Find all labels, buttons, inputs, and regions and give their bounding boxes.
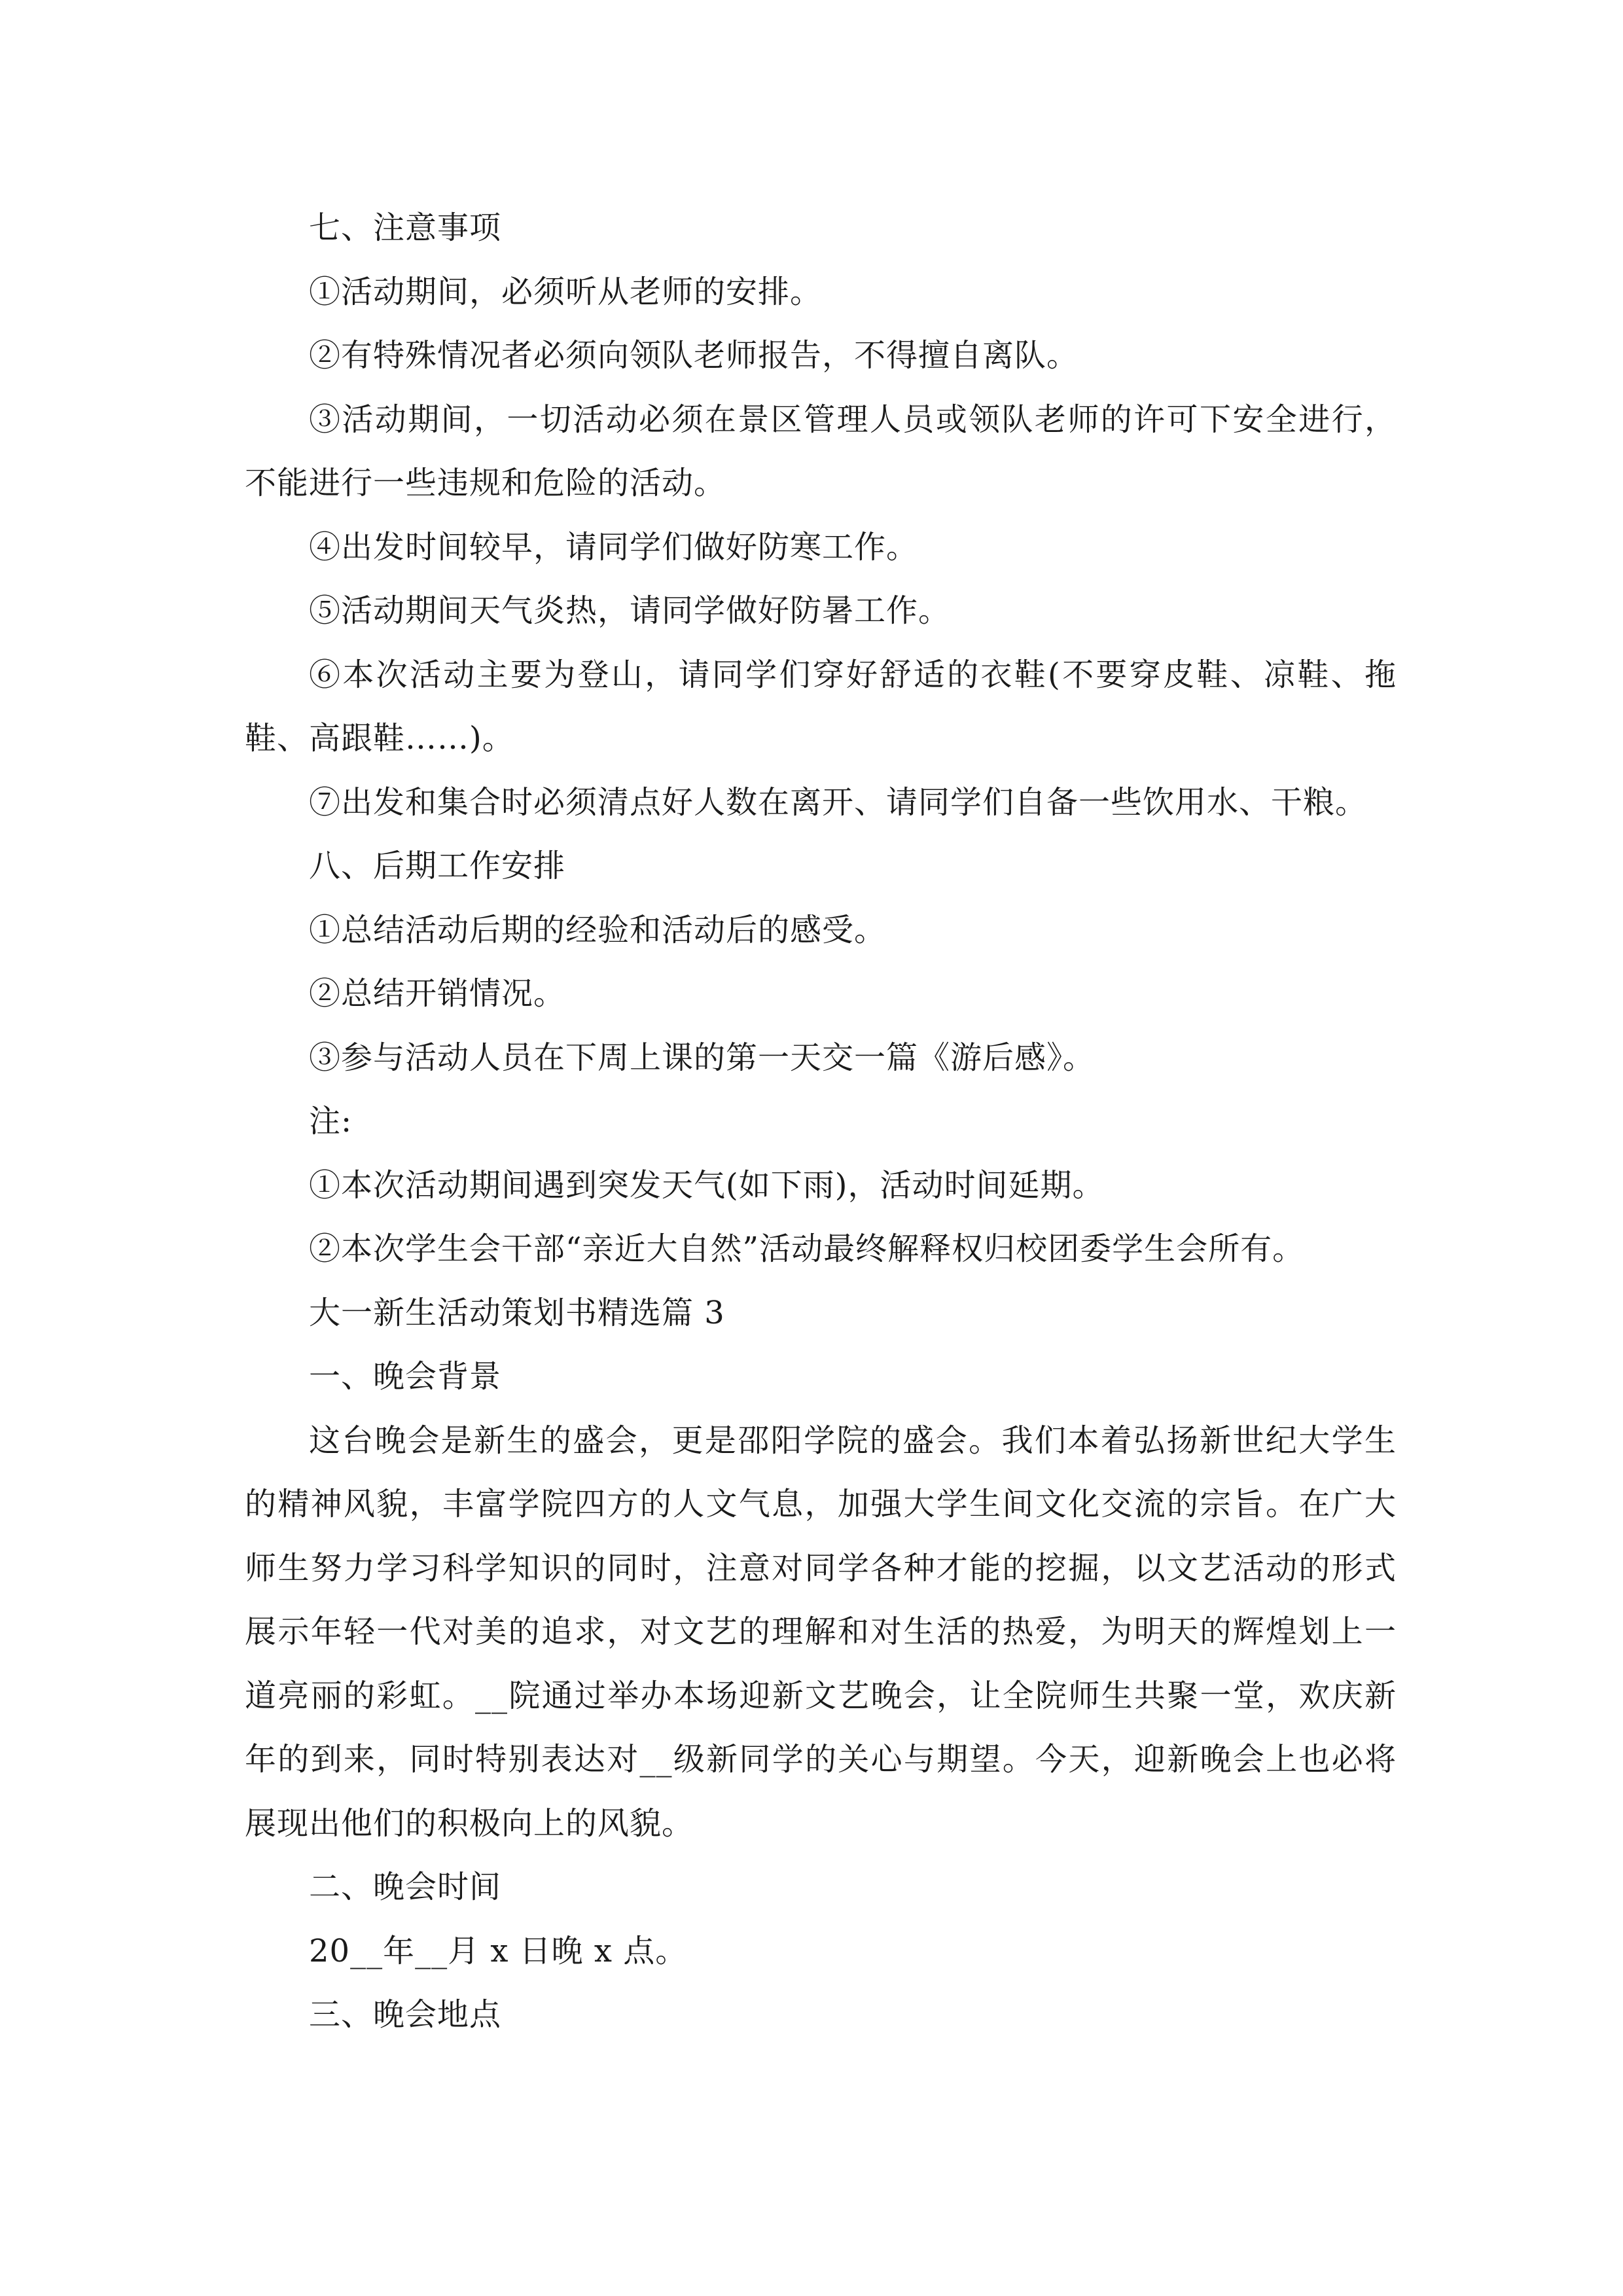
followup-item-2: ②总结开销情况。 [309, 975, 566, 1012]
section-heading-time: 二、晚会时间 [309, 1869, 502, 1905]
note-item-4: ④出发时间较早，请同学们做好防寒工作。 [309, 528, 919, 565]
time-paragraph: 20__年__月 x 日晚 x 点。 [309, 1932, 688, 1969]
note-item-7: ⑦出发和集合时必须清点好人数在离开、请同学们自备一些饮用水、干粮。 [309, 783, 1368, 821]
note-item-1: ①活动期间，必须听从老师的安排。 [309, 273, 823, 310]
article-title: 大一新生活动策划书精选篇 3 [309, 1294, 725, 1331]
background-paragraph: 这台晚会是新生的盛会，更是邵阳学院的盛会。我们本着弘扬新世纪大学生的精神风貌，丰富学院四方的人文气息，加强大学生间文化交流的宗旨。在广大师生努力学习科学知识的同时，注意对同学各种才能的挖掘，以文艺活动的形式展示年轻一代对美的追求，对文艺的理解和对生活的热爱，为明天的辉煌划上一道亮丽的彩虹。__院通过举办本场迎新文艺晚会，让全院师生共聚一堂，欢庆新年的到来，同时特别表达对__级新同学的关心与期望。今天，迎新晚会上也必将展现出他们的积极向上的风貌。 [245, 1422, 1397, 1842]
followup-item-1: ①总结活动后期的经验和活动后的感受。 [309, 911, 887, 948]
section-heading-background: 一、晚会背景 [309, 1358, 502, 1395]
remark-item-1: ①本次活动期间遇到突发天气(如下雨)，活动时间延期。 [309, 1166, 1105, 1204]
note-item-5: ⑤活动期间天气炎热，请同学做好防暑工作。 [309, 592, 951, 629]
note-item-3: ③活动期间，一切活动必须在景区管理人员或领队老师的许可下安全进行，不能进行一些违规和危险的活动。 [245, 401, 1397, 501]
document-body [245, 196, 1397, 2047]
section-heading-followup: 八、后期工作安排 [309, 848, 566, 884]
note-item-2: ②有特殊情况者必须向领队老师报告，不得擅自离队。 [309, 337, 1079, 374]
remark-item-2: ②本次学生会干部“亲近大自然”活动最终解释权归校团委学生会所有。 [309, 1230, 1305, 1267]
followup-item-3: ③参与活动人员在下周上课的第一天交一篇《游后感》。 [309, 1039, 1096, 1076]
section-heading-venue: 三、晚会地点 [309, 1996, 502, 2033]
section-heading-notes: 七、注意事项 [309, 209, 502, 246]
remark-label: 注: [309, 1103, 353, 1139]
note-item-6: ⑥本次活动主要为登山，请同学们穿好舒适的衣鞋(不要穿皮鞋、凉鞋、拖鞋、高跟鞋……)。 [245, 656, 1397, 757]
